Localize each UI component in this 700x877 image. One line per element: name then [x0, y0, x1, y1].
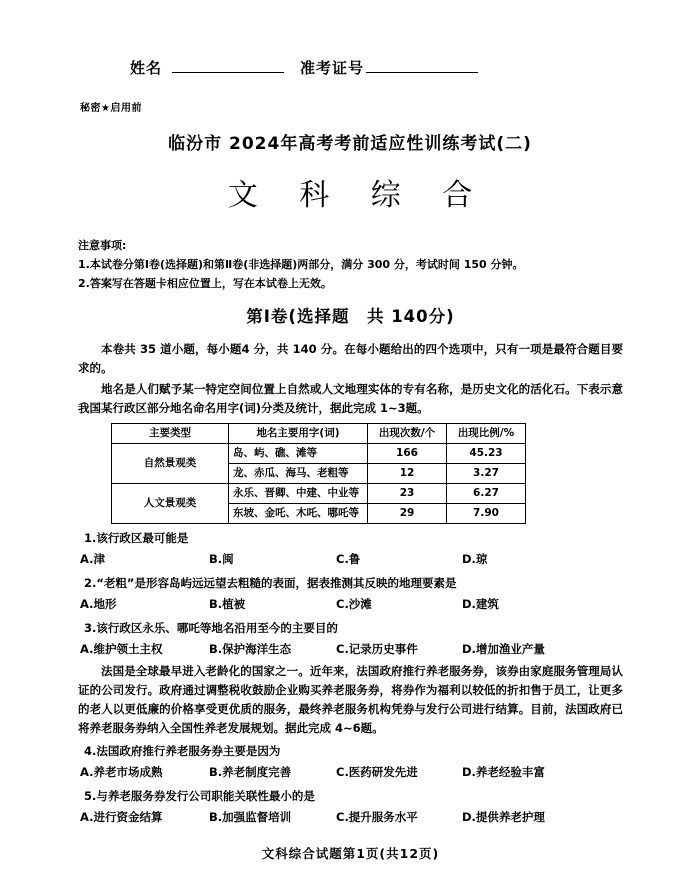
name-blank-field [172, 58, 284, 73]
option-d: D.建筑 [462, 597, 499, 611]
option-a: A.津 [80, 552, 105, 566]
main-content [78, 236, 623, 863]
question-5 [78, 786, 623, 828]
question-2-stem: 2.“老粗”是形容岛屿远远望去粗糙的表面，据表推测其反映的地理要素是 [84, 576, 457, 590]
cell-words: 岛、屿、礁、滩等 [229, 444, 368, 464]
cell-percentage: 7.90 [447, 504, 526, 524]
question-3-options [78, 639, 623, 660]
col-header-percentage: 出现比例/% [447, 424, 526, 444]
option-a: A.养老市场成熟 [80, 765, 163, 779]
option-a: A.地形 [80, 597, 117, 611]
question-1 [78, 528, 623, 570]
cell-count: 166 [368, 444, 447, 464]
col-header-count: 出现次数/个 [368, 424, 447, 444]
question-5-options [78, 807, 623, 828]
question-4-options [78, 762, 623, 783]
cell-percentage: 45.23 [447, 444, 526, 464]
question-4 [78, 741, 623, 783]
row-group-human: 人文景观类 [112, 484, 229, 524]
option-d: D.提供养老护理 [462, 810, 545, 824]
passage-2: 法国是全球最早进入老龄化的国家之一。近年来，法国政府推行养老服务券，该券由家庭服务管理局认证的公司发行。政府通过调整税收鼓励企业购买养老服务券，将券作为福利以较低的折扣售于员工，让更多的老人以更低廉的价格享受更优质的服务，最终养老服务机构凭券与发行公司进行结算。目前，法国政府已将养老服务券纳入全国性养老发展规划。据此完成 4~6题。 [78, 664, 623, 735]
option-b: B.闽 [209, 552, 234, 566]
row-group-natural: 自然景观类 [112, 444, 229, 484]
question-4-stem: 4.法国政府推行养老服务券主要是因为 [84, 744, 281, 758]
place-name-statistics-table [111, 423, 526, 524]
question-2-options [78, 594, 623, 615]
notice-item-2: 2.答案写在答题卡相应位置上，写在本试卷上无效。 [78, 277, 332, 290]
col-header-words: 地名主要用字(词) [229, 424, 368, 444]
option-b: B.保护海洋生态 [209, 642, 292, 656]
option-d: D.养老经验丰富 [462, 765, 545, 779]
cell-count: 29 [368, 504, 447, 524]
option-b: B.加强监督培训 [209, 810, 292, 824]
option-b: B.植被 [209, 597, 246, 611]
notice-item-1: 1.本试卷分第Ⅰ卷(选择题)和第Ⅱ卷(非选择题)两部分，满分 300 分，考试时间 150 分钟。 [78, 258, 524, 271]
notice-heading: 注意事项: [78, 239, 127, 252]
ticket-number-label: 准考证号 [300, 59, 365, 77]
cell-words: 龙、赤瓜、海马、老粗等 [229, 464, 368, 484]
candidate-info-line [130, 0, 700, 78]
option-c: C.沙滩 [336, 597, 372, 611]
option-c: C.提升服务水平 [336, 810, 418, 824]
cell-count: 12 [368, 464, 447, 484]
question-2 [78, 573, 623, 615]
table-header-row [112, 424, 526, 444]
option-c: C.鲁 [336, 552, 361, 566]
section-1-title: 第Ⅰ卷(选择题 共 140分) [246, 307, 455, 326]
col-header-type: 主要类型 [112, 424, 229, 444]
question-1-stem: 1.该行政区最可能是 [84, 531, 189, 545]
question-3 [78, 618, 623, 660]
option-c: C.记录历史事件 [336, 642, 418, 656]
table-row [112, 444, 526, 464]
name-label: 姓名 [130, 59, 163, 77]
cell-words: 永乐、晋卿、中建、中业等 [229, 484, 368, 504]
question-1-options [78, 549, 623, 570]
subject-title: 文 科 综 合 [227, 178, 489, 213]
option-d: D.增加渔业产量 [462, 642, 545, 656]
notice-block [78, 236, 623, 293]
question-5-stem: 5.与养老服务券发行公司职能关联性最小的是 [84, 789, 315, 803]
cell-words: 东坡、金吒、木吒、哪吒等 [229, 504, 368, 524]
page-footer: 文科综合试题第1页(共12页) [261, 846, 440, 861]
option-c: C.医药研发先进 [336, 765, 418, 779]
option-d: D.琼 [462, 552, 488, 566]
option-a: A.进行资金结算 [80, 810, 163, 824]
section-intro-paragraph: 本卷共 35 道小题，每小题4 分，共 140 分。在每小题给出的四个选项中，只有一项是最符合题目要求的。 [78, 342, 623, 375]
cell-percentage: 6.27 [447, 484, 526, 504]
ticket-number-blank-field [366, 58, 478, 73]
security-marking: 秘密★启用前 [80, 103, 142, 114]
option-a: A.维护领土主权 [80, 642, 163, 656]
question-3-stem: 3.该行政区永乐、哪吒等地名沿用至今的主要目的 [84, 621, 338, 635]
exam-title: 临汾市 2024年高考考前适应性训练考试(二) [168, 134, 532, 154]
cell-percentage: 3.27 [447, 464, 526, 484]
cell-count: 23 [368, 484, 447, 504]
option-b: B.养老制度完善 [209, 765, 292, 779]
passage-1: 地名是人们赋予某一特定空间位置上自然或人文地理实体的专有名称，是历史文化的活化石。下表示意我国某行政区部分地名命名用字(词)分类及统计，据此完成 1~3题。 [78, 382, 623, 415]
table-row [112, 484, 526, 504]
